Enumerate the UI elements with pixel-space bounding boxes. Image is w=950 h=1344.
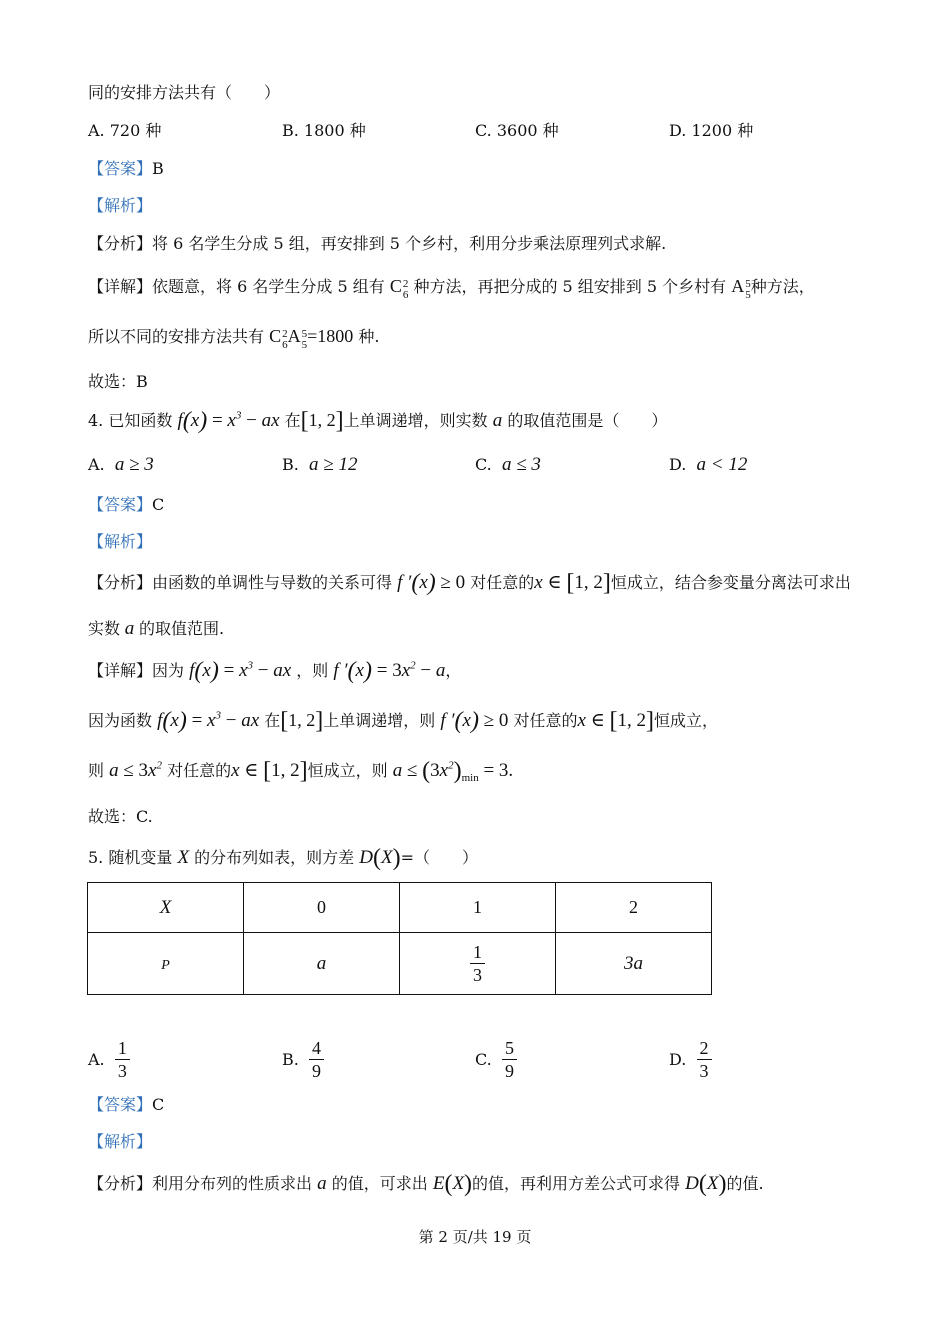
answer-value: C xyxy=(152,1095,165,1114)
stem-text: 随机变量 xyxy=(108,848,173,867)
option-label: A. xyxy=(88,1050,105,1069)
xiangjie-text: 恒成立，则 xyxy=(307,761,388,780)
expectation-expr: E(X) xyxy=(432,1171,473,1197)
formula-result: =1800 xyxy=(307,326,354,346)
answer-value: C xyxy=(152,495,165,514)
option-label: B. xyxy=(282,1050,299,1069)
fenxi-text: 实数 xyxy=(88,619,121,638)
fraction xyxy=(502,1038,517,1081)
variance-expr: D(X) xyxy=(359,845,401,871)
fenxi-text: 的值，可求出 xyxy=(331,1174,428,1193)
q3-option-a: A. 720 种 xyxy=(88,121,162,140)
answer-tag: 【答案】 xyxy=(88,495,153,514)
question-number: 5. xyxy=(88,848,104,867)
fraction-numerator: 2 xyxy=(697,1038,712,1060)
cell-text: X xyxy=(159,896,172,918)
fraction-numerator: 5 xyxy=(502,1038,517,1060)
xiangjie-text: 因为 xyxy=(152,661,185,680)
fenxi-tag: 【分析】 xyxy=(88,234,153,253)
q5-stem xyxy=(88,845,478,872)
fraction-denominator: 9 xyxy=(312,1061,322,1081)
q4-option-a xyxy=(88,454,154,476)
fenxi-tag: 【分析】 xyxy=(88,573,153,592)
fraction-numerator: 1 xyxy=(115,1038,130,1060)
xiangjie-text: 则 xyxy=(88,761,105,780)
q3-option-b: B. 1800 种 xyxy=(282,121,366,140)
q5-analysis-tag: 【解析】 xyxy=(88,1132,153,1151)
table-cell xyxy=(556,933,712,995)
xiangjie-tag: 【详解】 xyxy=(88,277,153,296)
xiangjie-text: 种. xyxy=(358,327,380,346)
q4-xiangjie-line2 xyxy=(88,708,718,735)
table-cell xyxy=(400,933,556,995)
q3-xiangjie-line2 xyxy=(88,324,379,351)
fenxi-text: 恒成立，结合参变量分离法可求出 xyxy=(610,573,851,592)
interval: [1, 2] xyxy=(280,708,324,734)
stem-text: 的取值范围是（ ） xyxy=(507,411,668,430)
xiangjie-text: 所以不同的安排方法共有 xyxy=(88,327,265,346)
var-x: X xyxy=(177,847,190,868)
q5-answer xyxy=(88,1092,164,1115)
xiangjie-text: 对任意的 xyxy=(513,711,578,730)
xiangjie-text: 恒成立， xyxy=(654,711,719,730)
table-cell xyxy=(244,883,400,933)
q5-option-a xyxy=(88,1038,130,1081)
param-a: a xyxy=(492,410,503,431)
fraction-numerator: 4 xyxy=(309,1038,324,1060)
formula: C2 6A5 5 xyxy=(269,326,308,351)
fraction xyxy=(470,942,485,985)
distribution-table xyxy=(87,882,712,995)
interval: [1, 2] xyxy=(300,408,344,434)
cell-text: 1 xyxy=(473,897,482,917)
fraction xyxy=(309,1038,324,1081)
xiangjie-text: 对任意的 xyxy=(167,761,232,780)
answer-value: B xyxy=(152,159,164,178)
fraction-numerator: 1 xyxy=(470,942,485,964)
inequality: $a \le 3x^2$ xyxy=(109,759,162,781)
q4-fenxi-line1 xyxy=(88,570,851,597)
option-value: a < 12 xyxy=(696,454,748,475)
cell-text: 2 xyxy=(629,897,638,917)
option-label: D. xyxy=(669,1050,687,1069)
table-cell xyxy=(88,933,244,995)
fraction-denominator: 3 xyxy=(117,1061,127,1081)
answer-tag: 【答案】 xyxy=(88,1095,153,1114)
page-footer: 第 2 页/共 19 页 xyxy=(418,1228,532,1246)
x-in-interval: x ∈ [1, 2] xyxy=(534,570,611,596)
param-a: a xyxy=(120,618,140,639)
q5-fenxi xyxy=(88,1171,764,1198)
function-expr: $f(x) = x^3$ − ax xyxy=(157,708,260,734)
xiangjie-text: 上单调递增，则 xyxy=(323,711,436,730)
q4-xiangjie-line1 xyxy=(88,658,461,685)
xiangjie-text: 因为函数 xyxy=(88,711,153,730)
q4-fenxi-line2 xyxy=(88,616,224,640)
stem-text: 上单调递增，则实数 xyxy=(343,411,488,430)
option-label: B. xyxy=(282,455,299,474)
q3-option-c: C. 3600 种 xyxy=(475,121,559,140)
permutation-symbol: A5 5 xyxy=(731,276,751,301)
table-cell xyxy=(88,883,244,933)
fenxi-text: 的值，再利用方差公式可求得 xyxy=(472,1174,681,1193)
function-expr: $f(x) = x^3$ − ax xyxy=(177,408,280,434)
option-label: C. xyxy=(475,1050,492,1069)
fenxi-tag: 【分析】 xyxy=(88,1174,153,1193)
cell-text: 3a xyxy=(624,952,643,974)
table-cell xyxy=(244,933,400,995)
q3-fenxi xyxy=(88,231,666,254)
q5-option-c xyxy=(475,1038,517,1081)
xiangjie-text: 种方法， xyxy=(750,277,815,296)
q5-option-d xyxy=(669,1038,712,1081)
q3-guxuan: 故选：B xyxy=(88,372,148,391)
stem-text: 在 xyxy=(284,411,301,430)
q4-option-b xyxy=(282,454,357,476)
table-cell xyxy=(400,883,556,933)
fraction xyxy=(697,1038,712,1081)
fenxi-text: 的值. xyxy=(726,1174,764,1193)
q4-answer xyxy=(88,492,164,515)
cell-text: a xyxy=(316,952,327,974)
question-number: 4. xyxy=(88,411,104,430)
q5-option-b xyxy=(282,1038,324,1081)
fenxi-text: 对任意的 xyxy=(470,573,535,592)
xiangjie-text: ，则 xyxy=(296,661,329,680)
variance-expr: D(X) xyxy=(685,1171,727,1197)
derivative-ineq: f ′(x) ≥ 0 xyxy=(440,708,509,734)
fenxi-text: 的取值范围. xyxy=(139,619,225,638)
fenxi-text: 将 6 名学生分成 5 组，再安排到 5 个乡村，利用分步乘法原理列式求解. xyxy=(152,234,667,253)
x-in-interval: x ∈ [1, 2] xyxy=(577,708,655,734)
xiangjie-tag: 【详解】 xyxy=(88,661,153,680)
param-a: a xyxy=(317,1173,327,1194)
q4-analysis-tag: 【解析】 xyxy=(88,532,153,551)
q4-guxuan: 故选：C. xyxy=(88,807,153,826)
q4-option-c xyxy=(475,454,541,476)
stem-text: =（ ） xyxy=(400,848,479,867)
stem-text: 已知函数 xyxy=(108,411,173,430)
table-row xyxy=(88,883,712,933)
table-cell xyxy=(556,883,712,933)
fraction-denominator: 3 xyxy=(473,965,482,985)
q4-stem xyxy=(88,408,667,435)
fraction-denominator: 9 xyxy=(504,1061,514,1081)
fenxi-text: 利用分布列的性质求出 xyxy=(152,1174,313,1193)
xiangjie-text: 种方法，再把分成的 5 组安排到 5 个乡村有 xyxy=(413,277,727,296)
derivative-expr: f $'(x) = 3x^2 - a$ xyxy=(333,658,446,684)
xiangjie-text: ， xyxy=(445,661,462,680)
x-in-interval: x ∈ [1, 2] xyxy=(231,758,308,784)
table-row xyxy=(88,933,712,995)
fraction-denominator: 3 xyxy=(699,1061,709,1081)
q3-analysis-tag: 【解析】 xyxy=(88,196,153,215)
option-label: C. xyxy=(475,455,492,474)
option-label: A. xyxy=(88,455,105,474)
function-expr: $f(x) = x^3$ − ax xyxy=(189,658,292,684)
min-expr: $a \le (3x^2)_{min} = 3$. xyxy=(392,758,514,784)
answer-tag: 【答案】 xyxy=(88,159,153,178)
q3-stem-tail: 同的安排方法共有（ ） xyxy=(88,83,281,102)
q4-option-d xyxy=(669,454,747,476)
combination-symbol: C2 6 xyxy=(389,276,409,301)
option-label: D. xyxy=(669,455,687,474)
cell-text: P xyxy=(161,958,170,973)
option-value: a ≥ 3 xyxy=(114,454,154,475)
q3-answer xyxy=(88,156,164,179)
fenxi-text: 由函数的单调性与导数的关系可得 xyxy=(152,573,393,592)
option-value: a ≥ 12 xyxy=(309,454,358,475)
option-value: a ≤ 3 xyxy=(501,454,541,475)
q3-xiangjie-line1 xyxy=(88,274,815,301)
stem-text: 的分布列如表，则方差 xyxy=(194,848,355,867)
derivative-ineq: f ′(x) ≥ 0 xyxy=(397,570,466,596)
cell-text: 0 xyxy=(317,897,326,917)
q3-option-d: D. 1200 种 xyxy=(669,121,754,140)
fraction xyxy=(115,1038,130,1081)
xiangjie-text: 在 xyxy=(264,711,281,730)
q4-xiangjie-line3 xyxy=(88,758,513,785)
xiangjie-text: 依题意，将 6 名学生分成 5 组有 xyxy=(152,277,385,296)
